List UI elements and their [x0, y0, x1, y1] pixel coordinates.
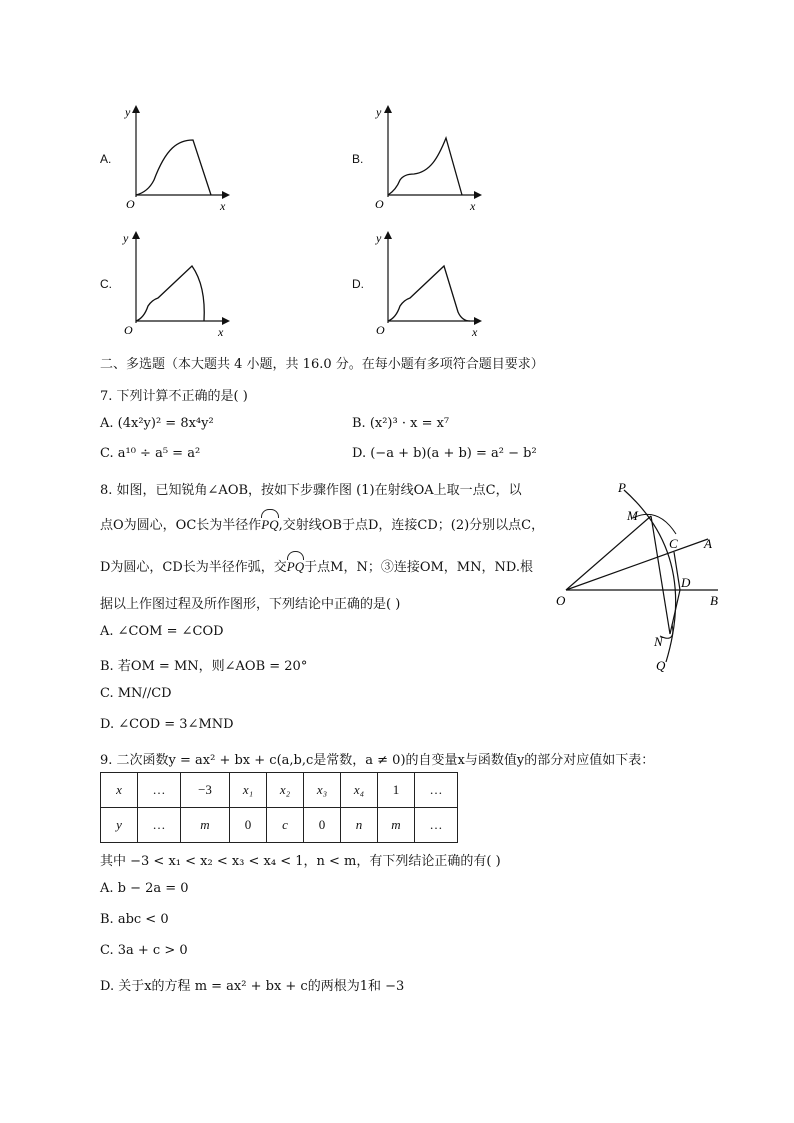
graph-c-origin: O — [124, 323, 133, 337]
q9-option-c: C. 3a + c > 0 — [100, 943, 188, 958]
q7-option-a: A. (4x²y)² = 8x⁴y² — [100, 416, 214, 431]
q9-option-a: A. b − 2a = 0 — [100, 881, 189, 896]
table-cell: m — [181, 808, 230, 843]
q8-line2-b: ,交射线OB于点D，连接CD；(2)分别以点C， — [278, 518, 545, 533]
q8-segment-mn — [651, 516, 670, 634]
table-cell: −3 — [181, 773, 230, 808]
q8-label-o: O — [556, 593, 566, 608]
q8-line1: 8. 如图，已知锐角∠AOB，按如下步骤作图 (1)在射线OA上取一点C，以 — [100, 483, 522, 498]
q8-line3 — [100, 556, 533, 575]
q8-option-a: A. ∠COM = ∠COD — [100, 624, 224, 639]
graph-d-y: y — [376, 231, 382, 245]
q8-label-m: M — [627, 508, 638, 523]
q8-line2-a: 点O为圆心，OC长为半径作 — [100, 518, 262, 533]
table-cell: 0 — [304, 808, 341, 843]
table-cell: x₂ — [267, 773, 304, 808]
graph-c — [118, 226, 238, 341]
q7-option-b: B. (x²)³ · x = x⁷ — [352, 416, 450, 431]
q8-label-c: C — [669, 536, 678, 551]
graph-c-label: C. — [100, 277, 112, 291]
table-cell: c — [267, 808, 304, 843]
q7-option-c: C. a¹⁰ ÷ a⁵ = a² — [100, 446, 201, 461]
q8-label-q: Q — [656, 658, 666, 673]
q8-line4: 据以上作图过程及所作图形，下列结论中正确的是( ) — [100, 597, 401, 612]
q8-figure — [548, 476, 728, 676]
q9-option-d: D. 关于x的方程 m = ax² + bx + c的两根为1和 −3 — [100, 979, 405, 994]
graph-d — [370, 226, 490, 341]
q8-segment-om — [566, 516, 651, 590]
graph-c-x: x — [218, 325, 224, 339]
table-cell: x — [101, 773, 138, 808]
q9-option-b: B. abc < 0 — [100, 912, 169, 927]
table-cell: x₄ — [341, 773, 378, 808]
table-cell: 0 — [230, 808, 267, 843]
table-cell: … — [138, 773, 181, 808]
q8-label-n: N — [654, 634, 663, 649]
table-cell: … — [415, 773, 458, 808]
q8-label-b: B — [710, 593, 718, 608]
table-cell: m — [378, 808, 415, 843]
q8-line3-a: D为圆心，CD长为半径作弧，交 — [100, 560, 287, 575]
q8-line3-arc-pq: PQ — [286, 559, 305, 574]
table-cell: x₃ — [304, 773, 341, 808]
graph-b-x: x — [470, 199, 476, 213]
graph-d-x: x — [472, 325, 478, 339]
q8-label-d: D — [681, 575, 691, 590]
q8-line3-b: 于点M，N；③连接OM，MN，ND.根 — [304, 560, 533, 575]
q7-stem: 7. 下列计算不正确的是( ) — [100, 389, 248, 404]
graph-b-label: B. — [352, 152, 364, 166]
graph-a — [118, 100, 238, 215]
q8-option-d: D. ∠COD = 3∠MND — [100, 717, 234, 732]
table-cell: 1 — [378, 773, 415, 808]
q8-line2-arc-pq: PQ — [261, 517, 279, 532]
graph-b-origin: O — [375, 197, 384, 211]
table-cell: … — [415, 808, 458, 843]
q7-option-d: D. (−a + b)(a + b) = a² − b² — [352, 446, 537, 461]
graph-a-label: A. — [100, 152, 112, 166]
table-cell: x₁ — [230, 773, 267, 808]
q9-condition: 其中 −3 < x₁ < x₂ < x₃ < x₄ < 1，n < m，有下列结论正确的有( ) — [100, 854, 501, 869]
q8-line2 — [100, 514, 544, 533]
q8-option-c: C. MN//CD — [100, 686, 172, 701]
graph-b — [370, 100, 490, 215]
q8-option-b: B. 若OM = MN，则∠AOB = 20° — [100, 659, 308, 674]
q9-value-table — [100, 772, 458, 843]
graph-d-label: D. — [352, 277, 364, 291]
graph-d-origin: O — [376, 323, 385, 337]
graph-a-origin: O — [126, 197, 135, 211]
graph-c-y: y — [123, 231, 129, 245]
graph-b-y: y — [376, 105, 382, 119]
q8-label-a: A — [704, 536, 712, 551]
q8-label-p: P — [618, 480, 626, 495]
table-cell: y — [101, 808, 138, 843]
q9-stem: 9. 二次函数y = ax² + bx + c(a,b,c是常数，a ≠ 0)的自变量x与函数值y的部分对应值如下表： — [100, 753, 655, 768]
graph-a-x: x — [220, 199, 226, 213]
table-cell: … — [138, 808, 181, 843]
section-heading: 二、多选题（本大题共 4 小题，共 16.0 分。在每小题有多项符合题目要求） — [100, 357, 544, 372]
table-cell: n — [341, 808, 378, 843]
graph-a-y: y — [125, 105, 131, 119]
table-row — [101, 808, 458, 843]
table-row — [101, 773, 458, 808]
q8-arc-m — [633, 514, 676, 534]
